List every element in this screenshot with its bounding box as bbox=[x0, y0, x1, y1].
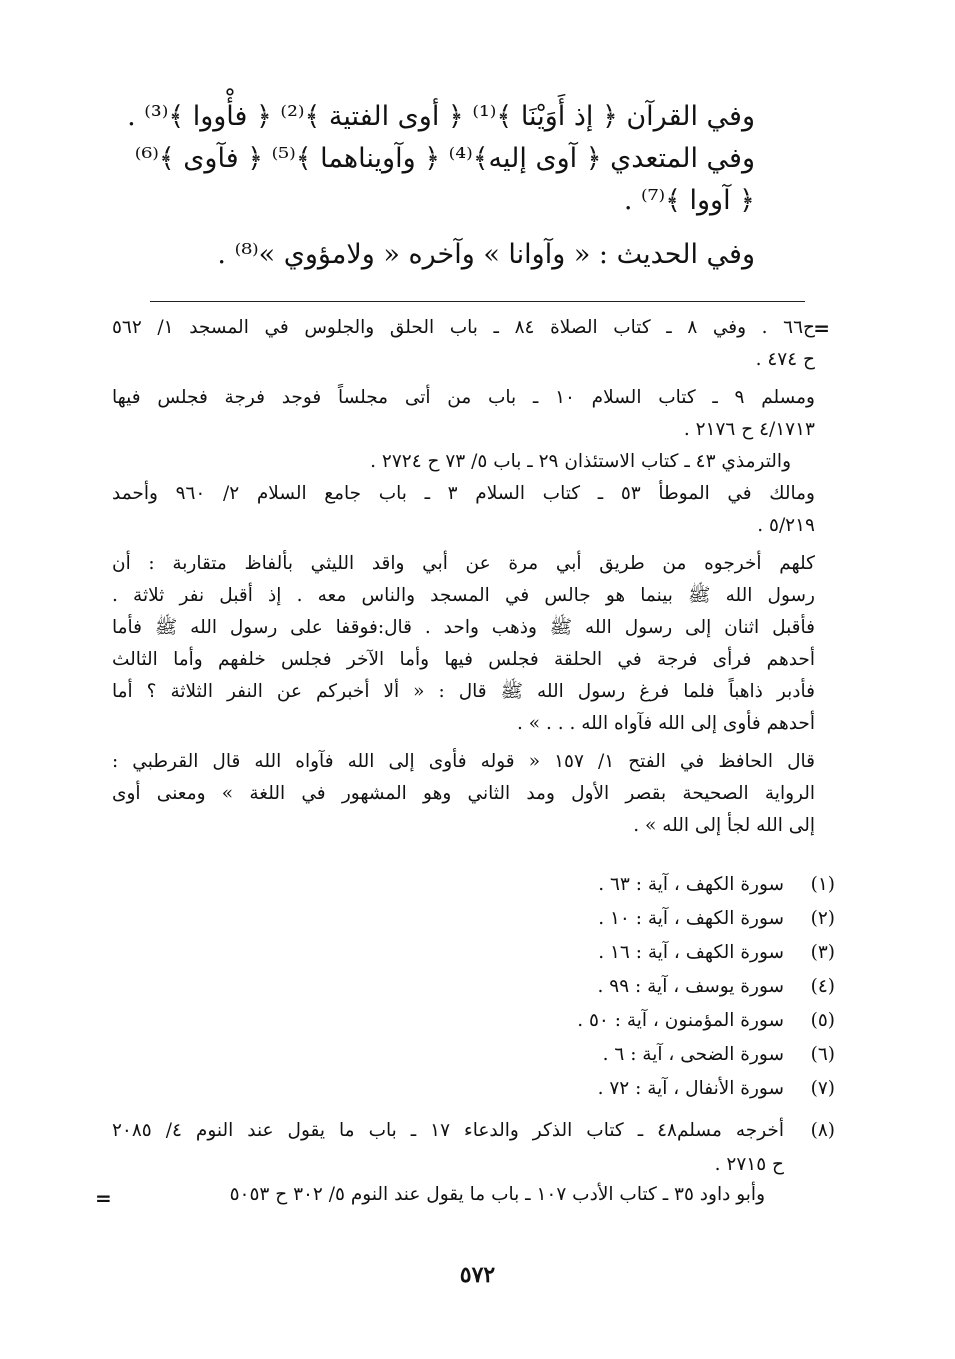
footnote-text: سورة المؤمنون ، آية : ٥٠ . bbox=[577, 1010, 784, 1031]
footnote-line: وأبو داود ٣٥ ـ كتاب الأدب ١٠٧ ـ باب ما يقول عند النوم ٥/ ٣٠٢ ح ٥٠٥٣ bbox=[229, 1184, 765, 1205]
footnote-line: فأدبر ذاهباً فلما فرغ رسول الله ﷺ قال : « ألا أخبركم عن النفر الثلاثة ؟ أما bbox=[112, 681, 815, 702]
footnote-line: رسول الله ﷺ بينما هو جالس في المسجد والناس معه . إذ أقبل نفر ثلاثة . bbox=[112, 585, 815, 606]
footnote-separator bbox=[150, 301, 805, 302]
footnote-number: (٣) bbox=[810, 942, 835, 963]
footnote-line: الرواية الصحيحة بقصر الأول ومد الثاني وهو المشهور في اللغة » ومعنى أوى bbox=[112, 783, 815, 804]
footnote-line: فأقبل اثنان إلى رسول الله ﷺ وذهب واحد . قال:فوقفا على رسول الله ﷺ فأما bbox=[112, 617, 815, 638]
continuation-mark: = bbox=[95, 1186, 112, 1210]
footnote-line: ومالك في الموطأ ٥٣ ـ كتاب السلام ٣ ـ باب جامع السلام ٢/ ٩٦٠ وأحمد bbox=[112, 483, 815, 504]
footnote-line: أحدهم فرأى فرجة في الحلقة فجلس فيها وأما الآخر فجلس خلفهم وأما الثالث bbox=[112, 649, 815, 670]
footnote-line: ٤/١٧١٣ ح ٢١٧٦ . bbox=[683, 419, 815, 440]
footnote-line: ح٦٦ . وفي ٨ ـ كتاب الصلاة ٨٤ ـ باب الحلق والجلوس في المسجد ١/ ٥٦٢ bbox=[112, 317, 815, 338]
footnote-line: ح ٤٧٤ . bbox=[755, 349, 815, 370]
footnote-line: ومسلم ٩ ـ كتاب السلام ١٠ ـ باب من أتى مجلساً فوجد فرجة فجلس فيها bbox=[112, 387, 815, 408]
footnote-line: إلى الله لجأ إلى الله » . bbox=[633, 815, 815, 836]
footnote-item bbox=[577, 1038, 835, 1072]
footnote-item bbox=[577, 970, 835, 1004]
main-text-line: وفي القرآن ﴿ إذ أَوَيْنَا ﴾⁽¹⁾ ﴿ أوى الفتية ﴾⁽²⁾ ﴿ فأْووا ﴾⁽³⁾ . bbox=[127, 101, 755, 132]
footnote-text: أخرجه مسلم٤٨ ـ كتاب الذكر والدعاء ١٧ ـ باب ما يقول عند النوم ٤/ ٢٠٨٥ bbox=[112, 1120, 784, 1141]
footnote-line: قال الحافظ في الفتح ١/ ١٥٧ « قوله فأوى إلى الله فآواه الله قال القرطبي : bbox=[112, 751, 815, 772]
footnote-item bbox=[577, 936, 835, 970]
footnote-item-8 bbox=[112, 1114, 835, 1182]
footnote-item bbox=[577, 1072, 835, 1106]
footnote-text: سورة الكهف ، آية : ٦٣ . bbox=[598, 874, 784, 895]
footnote-text: سورة يوسف ، آية : ٩٩ . bbox=[597, 976, 784, 997]
footnote-text: ح ٢٧١٥ . bbox=[714, 1154, 784, 1175]
main-text-line: ﴿ آووا ﴾⁽⁷⁾ . bbox=[623, 185, 755, 216]
footnote-text: سورة الكهف ، آية : ١٠ . bbox=[598, 908, 784, 929]
footnote-line: والترمذي ٤٣ ـ كتاب الاستئذان ٢٩ ـ باب ٥/ ٧٣ ح ٢٧٢٤ . bbox=[370, 451, 791, 472]
footnote-number: (٥) bbox=[810, 1010, 835, 1031]
footnote-number: (٧) bbox=[810, 1078, 835, 1099]
footnote-number: (٢) bbox=[810, 908, 835, 929]
main-text-block bbox=[127, 96, 755, 276]
main-text-line: وفي الحديث : « وآوانا » وآخره « ولامؤوي »⁽⁸⁾ . bbox=[217, 239, 755, 270]
footnote-number: (٦) bbox=[810, 1044, 835, 1065]
footnote-number: (٤) bbox=[810, 976, 835, 997]
footnote-line: أحدهم فأوى إلى الله فآواه الله . . . » . bbox=[517, 713, 815, 734]
footnote-item bbox=[577, 868, 835, 902]
continuation-mark: = bbox=[813, 316, 830, 340]
footnote-line: كلهم أخرجوه من طريق أبي مرة عن أبي واقد الليثي بألفاظ متقاربة : أن bbox=[112, 553, 815, 574]
footnote-number: (٨) bbox=[810, 1120, 835, 1141]
footnote-item bbox=[577, 902, 835, 936]
main-text-line: وفي المتعدي ﴿ آوى إليه﴾⁽⁴⁾ ﴿ وآويناهما ﴾⁽⁵⁾ ﴿ فآوى ﴾⁽⁶⁾ bbox=[134, 143, 755, 174]
footnote-text: سورة الكهف ، آية : ١٦ . bbox=[598, 942, 784, 963]
footnote-text: سورة الأنفال ، آية : ٧٢ . bbox=[597, 1078, 784, 1099]
footnote-line: ٥/٢١٩ . bbox=[757, 515, 815, 536]
footnotes-block bbox=[112, 312, 815, 842]
footnote-number: (١) bbox=[810, 874, 835, 895]
page-number: ٥٧٢ bbox=[459, 1262, 496, 1288]
footnote-text: سورة الضحى ، آية : ٦ . bbox=[602, 1044, 784, 1065]
numbered-footnotes bbox=[577, 868, 835, 1106]
footnote-item bbox=[577, 1004, 835, 1038]
